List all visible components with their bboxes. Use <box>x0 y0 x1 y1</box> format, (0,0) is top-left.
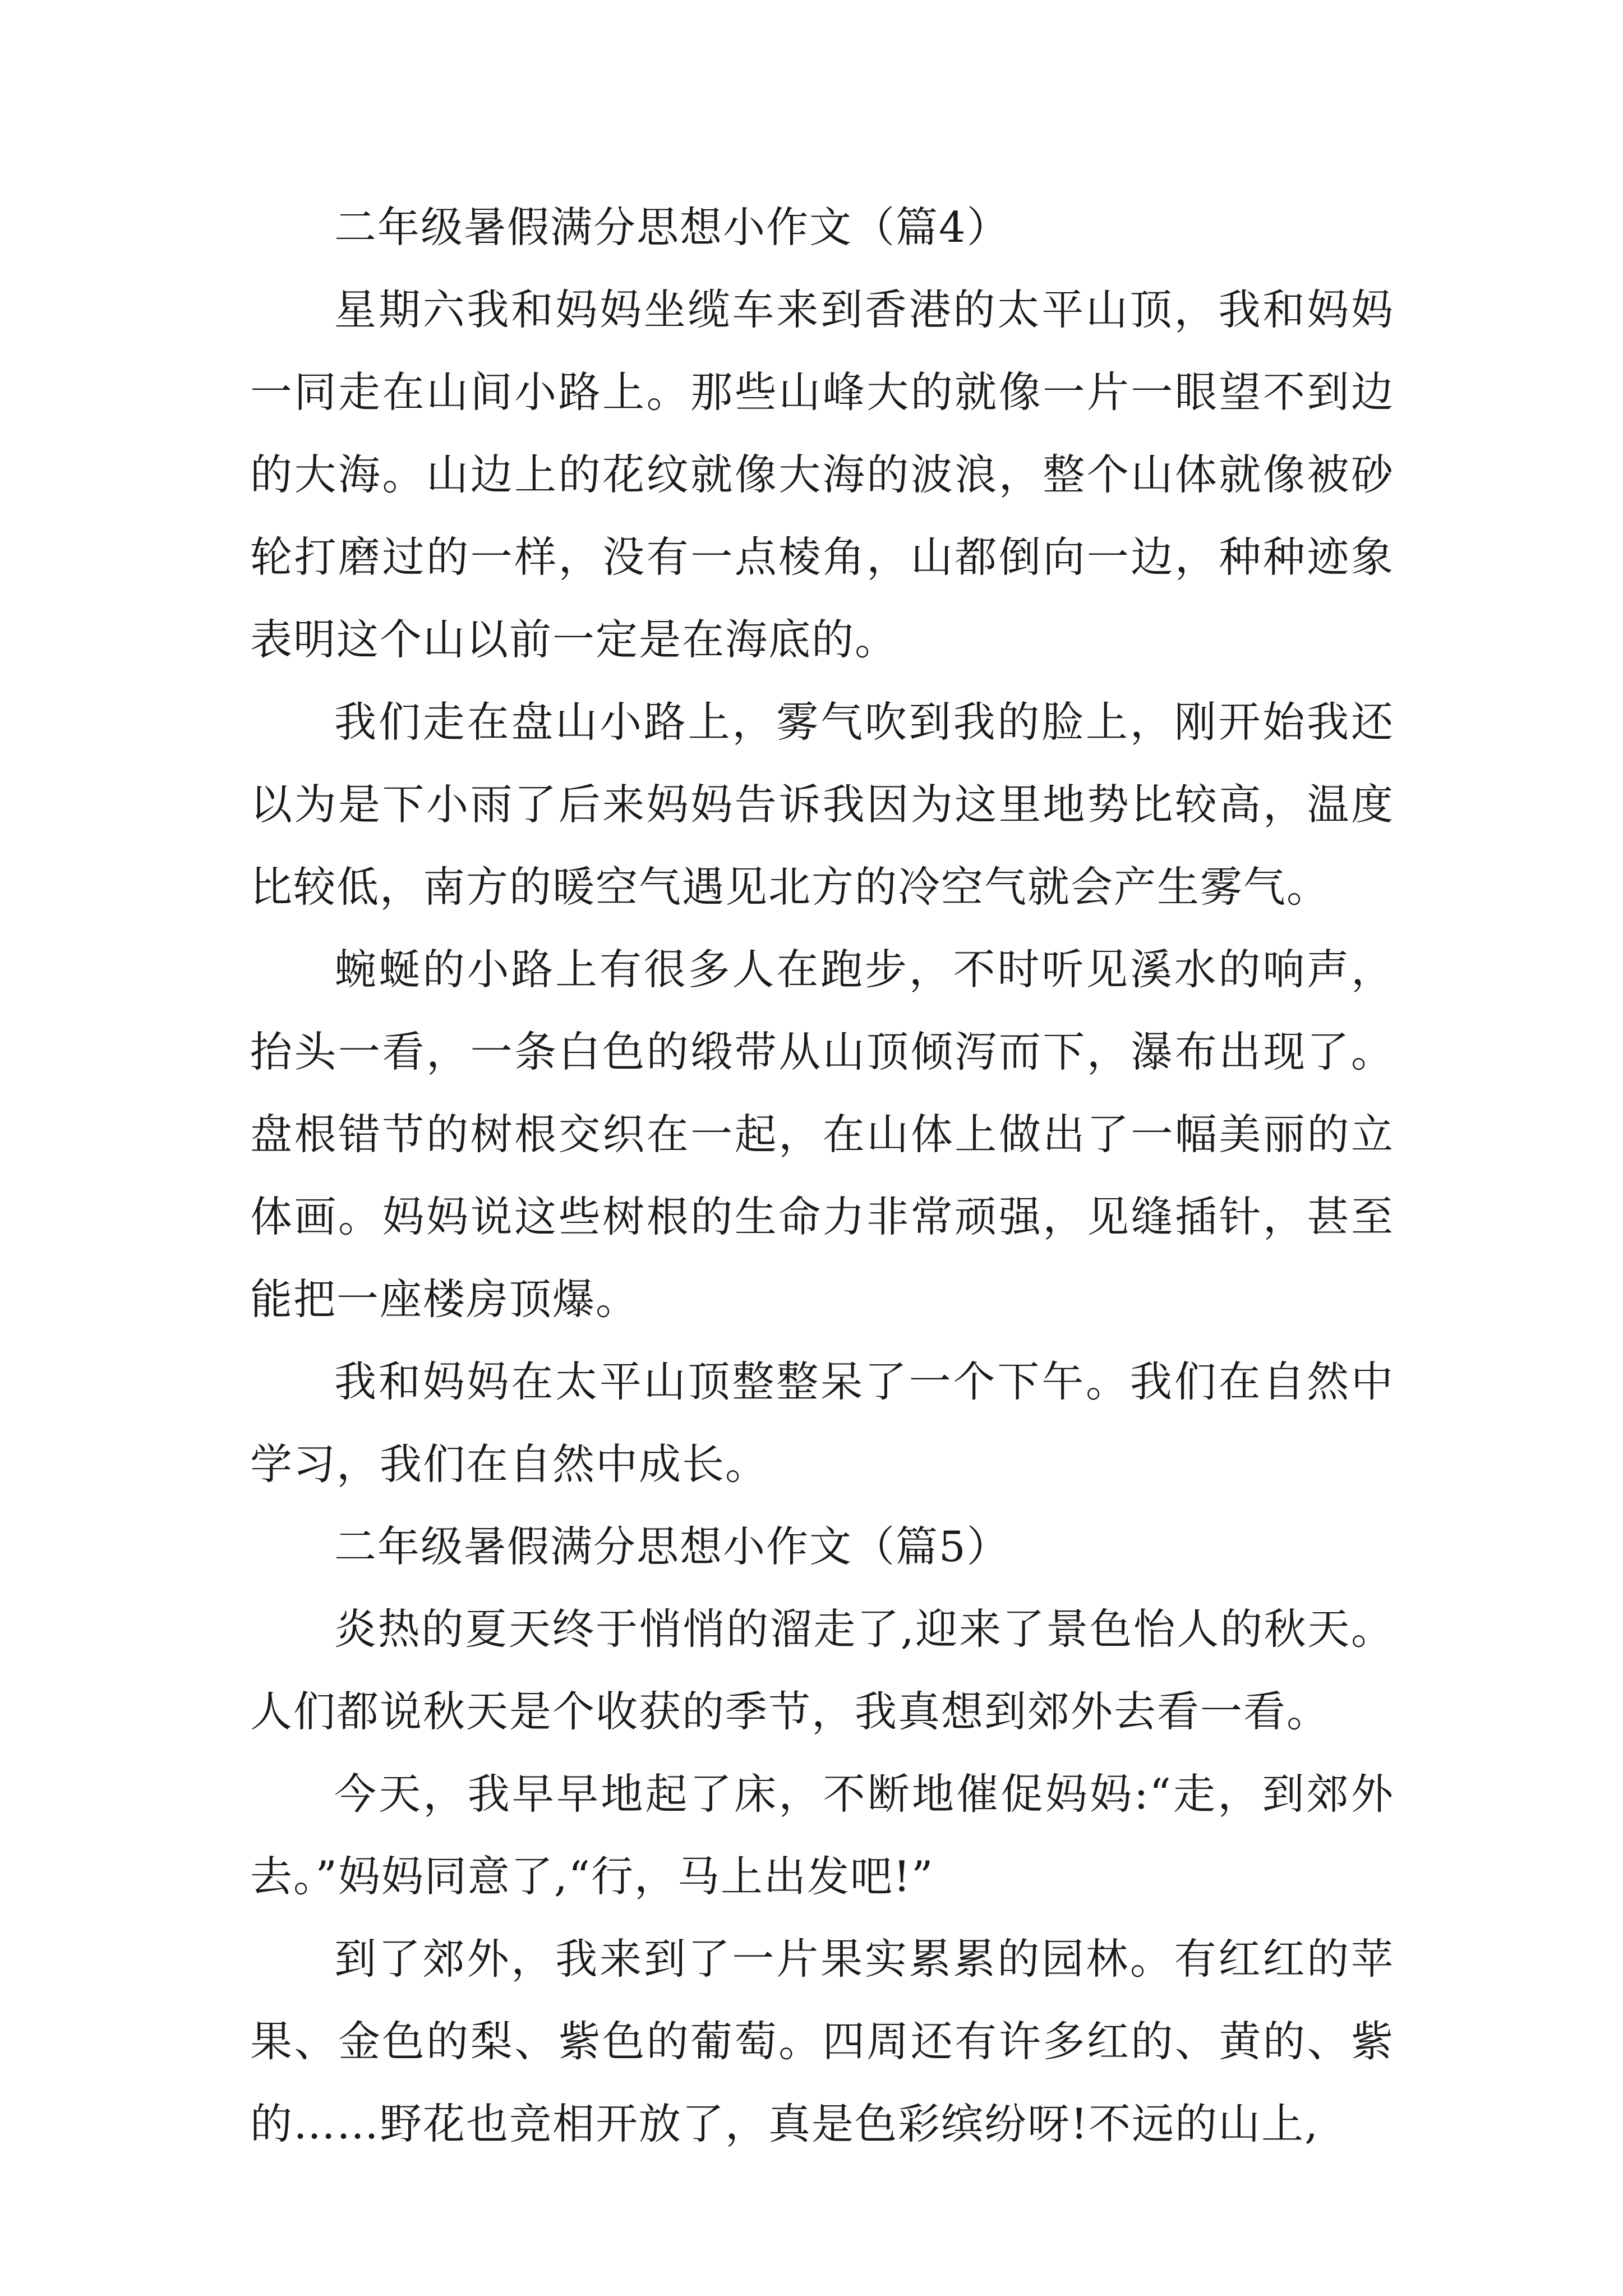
paragraph: 炎热的夏天终于悄悄的溜走了,迎来了景色怡人的秋天。人们都说秋天是个收获的季节，我真想到郊外去看一看。 <box>250 1604 1394 1736</box>
paragraph: 星期六我和妈妈坐缆车来到香港的太平山顶，我和妈妈一同走在山间小路上。那些山峰大的就像一片一眼望不到边的大海。山边上的花纹就像大海的波浪，整个山体就像被砂轮打磨过的一样，没有一点棱角，山都倒向一边，种种迹象表明这个山以前一定是在海底的。 <box>250 285 1394 664</box>
document-body <box>250 186 1394 2165</box>
section-heading-5: 二年级暑假满分思想小作文（篇5） <box>334 1522 1010 1571</box>
paragraph: 到了郊外，我来到了一片果实累累的园林。有红红的苹果、金色的梨、紫色的葡萄。四周还有许多红的、黄的、紫的……野花也竞相开放了，真是色彩缤纷呀!不远的山上, <box>250 1934 1394 2148</box>
paragraph: 今天，我早早地起了床，不断地催促妈妈:“走，到郊外去。”妈妈同意了,“行，马上出发吧!” <box>250 1769 1394 1901</box>
paragraph: 我和妈妈在太平山顶整整呆了一个下午。我们在自然中学习，我们在自然中成长。 <box>250 1357 1394 1489</box>
section-heading-4: 二年级暑假满分思想小作文（篇4） <box>334 203 1010 252</box>
paragraph: 蜿蜒的小路上有很多人在跑步，不时听见溪水的响声，抬头一看，一条白色的缎带从山顶倾泻而下，瀑布出现了。盘根错节的树根交织在一起，在山体上做出了一幅美丽的立体画。妈妈说这些树根的生命力非常顽强，见缝插针，甚至能把一座楼房顶爆。 <box>250 945 1394 1324</box>
paragraph: 我们走在盘山小路上，雾气吹到我的脸上，刚开始我还以为是下小雨了后来妈妈告诉我因为这里地势比较高，温度比较低，南方的暖空气遇见北方的冷空气就会产生雾气。 <box>250 697 1394 912</box>
